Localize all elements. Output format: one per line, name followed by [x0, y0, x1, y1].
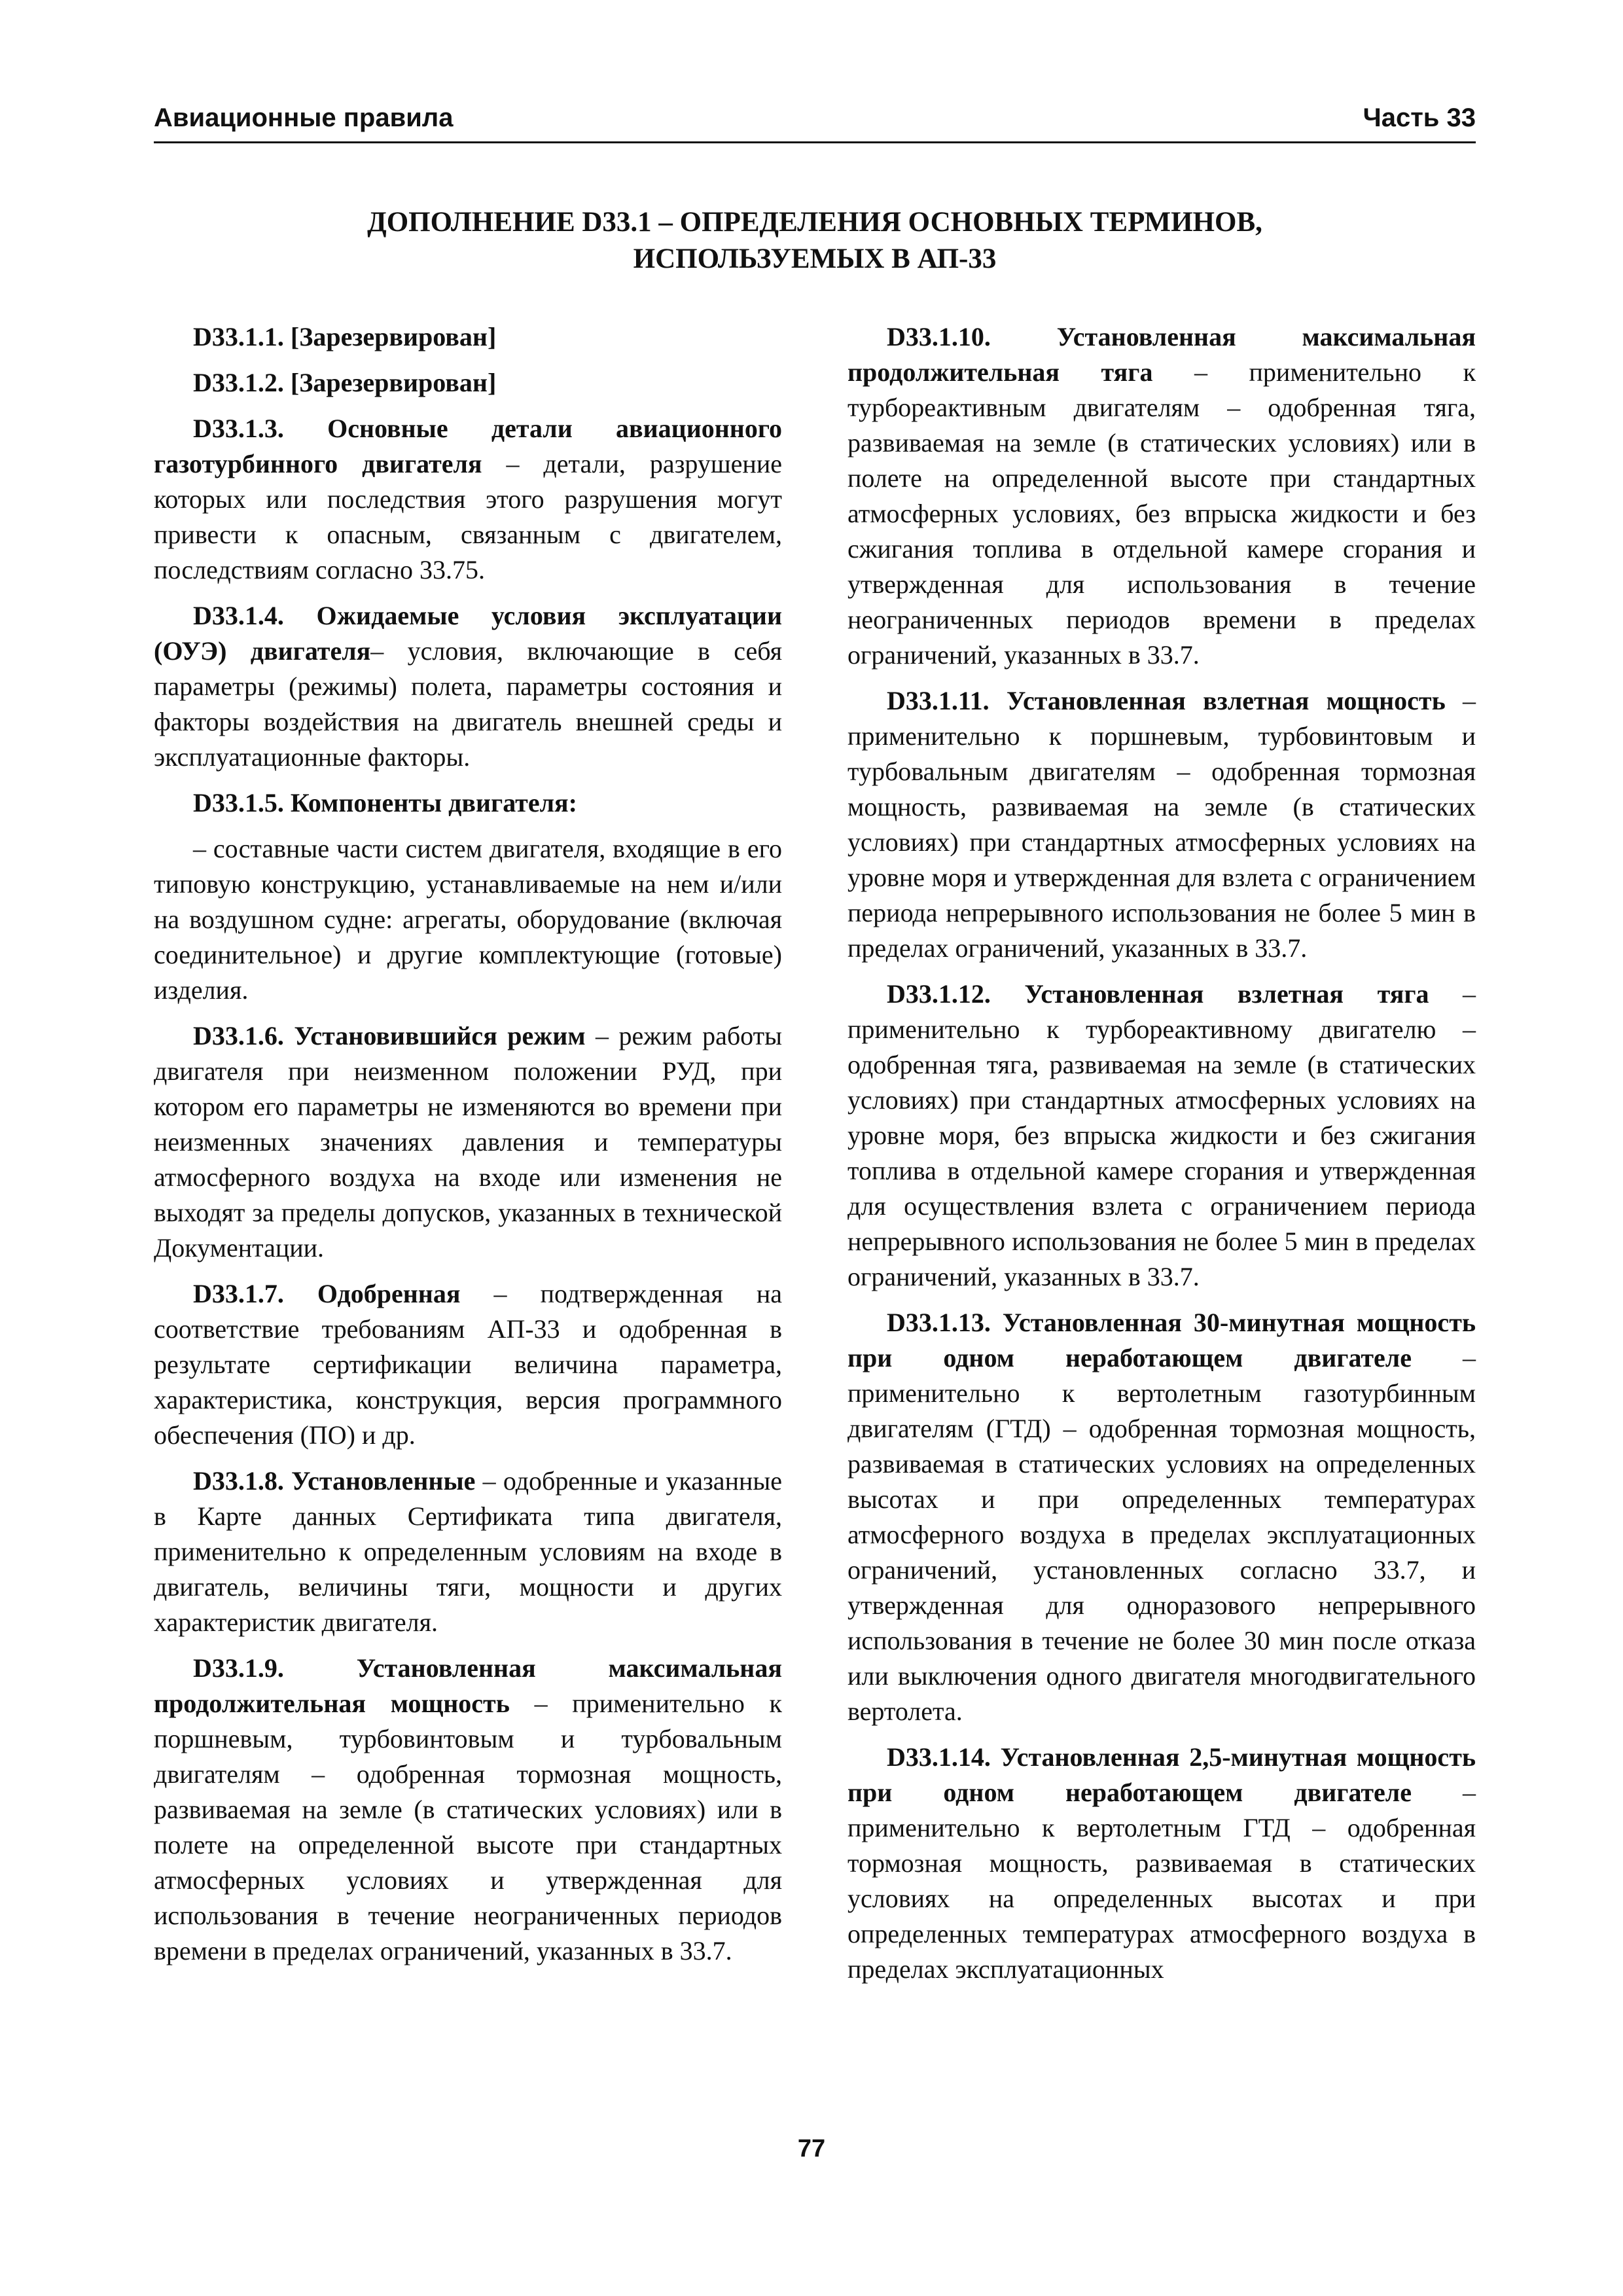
definition-paragraph [154, 785, 782, 821]
definition-term: D33.1.11. Установленная взлетная мощность [887, 686, 1446, 715]
right-column [847, 319, 1476, 1998]
definition-paragraph [154, 365, 782, 401]
definition-text: – подтвержденная на соответствие требованиям АП-33 и одобренная в результате сертификации величина параметра, характеристика, конструкция, версия программного обеспечения (ПО) и др. [154, 1279, 782, 1450]
section-title-line-2: ИСПОЛЬЗУЕМЫХ В АП-33 [633, 243, 997, 274]
definition-text: – применительно к турбореактивному двигателю – одобренная тяга, развиваемая на земле (в статических условиях) при стандартных атмосферных условиях на уровне моря, без впрыска жидкости и без сжигания топлива в отдельной камере сгорания и утвержденная для осуществления взлета с ограничением периода непрерывного использования не более 5 мин в пределах ограничений, указанных в 33.7. [847, 979, 1476, 1291]
definition-paragraph [154, 1276, 782, 1453]
definition-text: – применительно к вертолетным ГТД – одобренная тормозная мощность, развиваемая в статических условиях на определенных высотах и при определенных температурах атмосферного воздуха в пределах эксплуатационных [847, 1778, 1476, 1984]
running-header [154, 103, 1476, 143]
definition-paragraph [154, 411, 782, 588]
definition-term: D33.1.9. Установленная максимальная продолжительная мощность [154, 1653, 782, 1718]
definition-term: D33.1.6. Установившийся режим [193, 1021, 586, 1050]
header-rule [154, 141, 1476, 143]
definition-paragraph [154, 1463, 782, 1640]
section-title-line-1: ДОПОЛНЕНИЕ D33.1 – ОПРЕДЕЛЕНИЯ ОСНОВНЫХ ТЕРМИНОВ, [367, 207, 1262, 238]
definition-term: D33.1.5. Компоненты двигателя: [193, 788, 577, 817]
definition-text: – режим работы двигателя при неизменном положении РУД, при котором его параметры не изменяются во времени при неизменных значениях давления и температуры атмосферного воздуха на входе или изменения не выходят за пределы допусков, указанных в технической Документации. [154, 1021, 783, 1263]
header-part: Часть 33 [1363, 103, 1476, 132]
definition-paragraph [847, 977, 1476, 1295]
definition-term: D33.1.7. Одобренная [193, 1279, 461, 1308]
definition-term: D33.1.14. Установленная 2,5-минутная мощность при одном неработающем двигателе [847, 1742, 1476, 1807]
definition-text: – применительно к поршневым, турбовинтовым и турбовальным двигателям – одобренная тормозная мощность, развиваемая на земле (в статических условиях) при стандартных атмосферных условиях на уровне моря и утвержденная для взлета с ограничением периода непрерывного использования не более 5 мин в пределах ограничений, указанных в 33.7. [847, 686, 1476, 963]
definition-term: D33.1.3. Основные детали авиационного газотурбинного двигателя [154, 414, 782, 478]
left-column [154, 319, 782, 1979]
definition-text: – одобренные и указанные в Карте данных Сертификата типа двигателя, применительно к определенным условиям на входе в двигатель, величины тяги, мощности и других характеристик двигателя. [154, 1466, 783, 1637]
definition-term: D33.1.10. Установленная максимальная продолжительная тяга [847, 322, 1476, 387]
definition-term: D33.1.1. [Зарезервирован] [193, 322, 497, 351]
section-title [154, 204, 1476, 278]
definition-term: D33.1.13. Установленная 30-минутная мощность при одном неработающем двигателе [847, 1308, 1476, 1372]
definition-text: – составные части систем двигателя, входящие в его типовую конструкцию, устанавливаемые на нем и/или на воздушном судне: агрегаты, оборудование (включая соединительное) и другие комплектующие (готовые) изделия. [154, 834, 782, 1005]
definition-text: – детали, разрушение которых или последствия этого разрушения могут привести к опасным, связанным с двигателем, последствиям согласно 33.75. [154, 449, 782, 584]
definition-paragraph [154, 319, 782, 355]
definition-term: D33.1.8. Установленные [193, 1466, 476, 1496]
definition-text: – применительно к вертолетным газотурбинным двигателям (ГТД) – одобренная тормозная мощность, развиваемая в статических условиях на определенных высотах и при определенных температурах атмосферного воздуха в пределах эксплуатационных ограничений, установленных согласно 33.7, и утвержденная для одноразового непрерывного использования в течение не более 30 мин после отказа или выключения одного двигателя многодвигательного вертолета. [847, 1343, 1476, 1726]
page-number: 77 [797, 2135, 826, 2162]
definition-paragraph [154, 1651, 782, 1969]
header-title: Авиационные правила [154, 103, 454, 132]
definition-text: – условия, включающие в себя параметры (режимы) полета, параметры состояния и факторы воздействия на двигатель внешней среды и эксплуатационные факторы. [154, 636, 782, 772]
definition-term: D33.1.12. Установленная взлетная тяга [887, 979, 1429, 1009]
definition-term: D33.1.2. [Зарезервирован] [193, 368, 497, 397]
definition-paragraph [847, 1305, 1476, 1729]
definition-paragraph [847, 1740, 1476, 1987]
definition-paragraph [847, 319, 1476, 673]
definition-term: D33.1.4. Ожидаемые условия эксплуатации (ОУЭ) двигателя [154, 601, 782, 666]
definition-paragraph [154, 598, 782, 775]
definition-paragraph [154, 1018, 782, 1266]
definition-paragraph [154, 831, 782, 1008]
definition-text: – применительно к турбореактивным двигателям – одобренная тяга, развиваемая на земле (в статических условиях) или в полете на определенной высоте при стандартных атмосферных условиях, без впрыска жидкости и без сжигания топлива в отдельной камере сгорания и утвержденная для использования в течение неограниченных периодов времени в пределах ограничений, указанных в 33.7. [847, 357, 1476, 670]
definition-paragraph [847, 683, 1476, 966]
definition-text: – применительно к поршневым, турбовинтовым и турбовальным двигателям – одобренная тормозная мощность, развиваемая на земле (в статических условиях) или в полете на определенной высоте при стандартных атмосферных условиях и утвержденная для использования в течение неограниченных периодов времени в пределах ограничений, указанных в 33.7. [154, 1689, 782, 1965]
